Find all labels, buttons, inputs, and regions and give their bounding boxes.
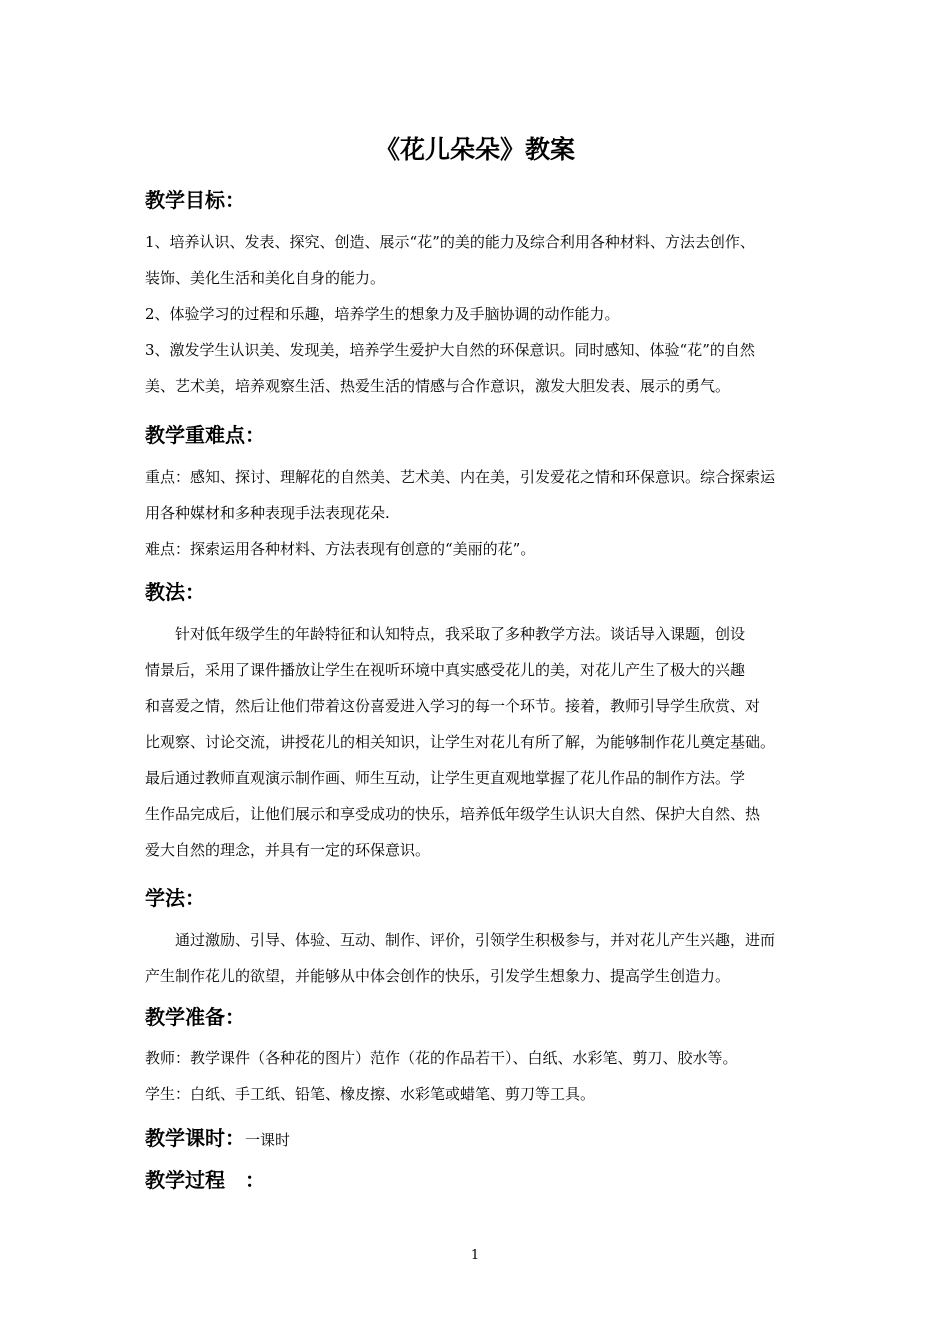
preparation-heading: 教学准备： xyxy=(145,1005,245,1029)
teaching-method-line: 比观察、讨论交流，讲授花儿的相关知识，让学生对花儿有所了解，为能够制作花儿奠定基础。 xyxy=(145,733,776,751)
learning-method-heading: 学法： xyxy=(145,886,205,910)
goals-line: 美、艺术美，培养观察生活、热爱生活的情感与合作意识，激发大胆发表、展示的勇气。 xyxy=(145,377,731,395)
hours-heading xyxy=(145,1124,290,1154)
preparation-body xyxy=(145,1040,809,1112)
learning-method-line: 产生制作花儿的欲望，并能够从中体会创作的快乐，引发学生想象力、提高学生创造力。 xyxy=(145,967,731,985)
goals-line: 装饰、美化生活和美化自身的能力。 xyxy=(145,269,386,287)
hours-value: 一课时 xyxy=(245,1131,291,1149)
teaching-method-line: 针对低年级学生的年龄特征和认知特点，我采取了多种教学方法。谈话导入课题，创设 xyxy=(145,625,746,643)
teaching-method-heading: 教法： xyxy=(145,580,205,604)
preparation-line: 教师：教学课件（各种花的图片）范作（花的作品若干）、白纸、水彩笔、剪刀、胶水等。 xyxy=(145,1049,738,1067)
teaching-method-line: 爱大自然的理念，并具有一定的环保意识。 xyxy=(145,841,431,859)
learning-method-body xyxy=(145,922,809,994)
goals-line: 2、体验学习的过程和乐趣，培养学生的想象力及手脑协调的动作能力。 xyxy=(145,305,620,323)
key-points-line: 难点：探索运用各种材料、方法表现有创意的“美丽的花”。 xyxy=(145,540,536,558)
teaching-method-line: 生作品完成后，让他们展示和享受成功的快乐，培养低年级学生认识大自然、保护大自然、热 xyxy=(145,805,761,823)
goals-line: 1、培养认识、发表、探究、创造、展示“花”的美的能力及综合利用各种材料、方法去创作、 xyxy=(145,233,755,251)
goals-body xyxy=(145,224,809,404)
document-title: 《花儿朵朵》教案 xyxy=(374,135,575,164)
key-points-line: 用各种媒材和多种表现手法表现花朵. xyxy=(145,504,390,522)
teaching-method-line: 情景后，采用了课件播放让学生在视听环境中真实感受花儿的美，对花儿产生了极大的兴趣 xyxy=(145,661,746,679)
goals-heading: 教学目标： xyxy=(145,188,245,212)
hours-heading-label: 教学课时： xyxy=(145,1126,245,1150)
key-points-heading: 教学重难点： xyxy=(145,423,265,447)
teaching-method-line: 最后通过教师直观演示制作画、师生互动，让学生更直观地掌握了花儿作品的制作方法。学 xyxy=(145,769,746,787)
learning-method-line: 通过激励、引导、体验、互动、制作、评价，引领学生积极参与，并对花儿产生兴趣，进而 xyxy=(145,931,776,949)
teaching-method-body xyxy=(145,616,809,868)
preparation-line: 学生：白纸、手工纸、铅笔、橡皮擦、水彩笔或蜡笔、剪刀等工具。 xyxy=(145,1085,596,1103)
goals-line: 3、激发学生认识美、发现美，培养学生爱护大自然的环保意识。同时感知、体验“花”的自然 xyxy=(145,341,755,359)
page-number: 1 xyxy=(470,1248,480,1263)
key-points-body xyxy=(145,459,809,567)
teaching-method-line: 和喜爱之情，然后让他们带着这份喜爱进入学习的每一个环节。接着，教师引导学生欣赏、对 xyxy=(145,697,761,715)
key-points-line: 重点：感知、探讨、理解花的自然美、艺术美、内在美，引发爱花之情和环保意识。综合探索运 xyxy=(145,468,776,486)
process-heading: 教学过程 ： xyxy=(145,1168,265,1192)
